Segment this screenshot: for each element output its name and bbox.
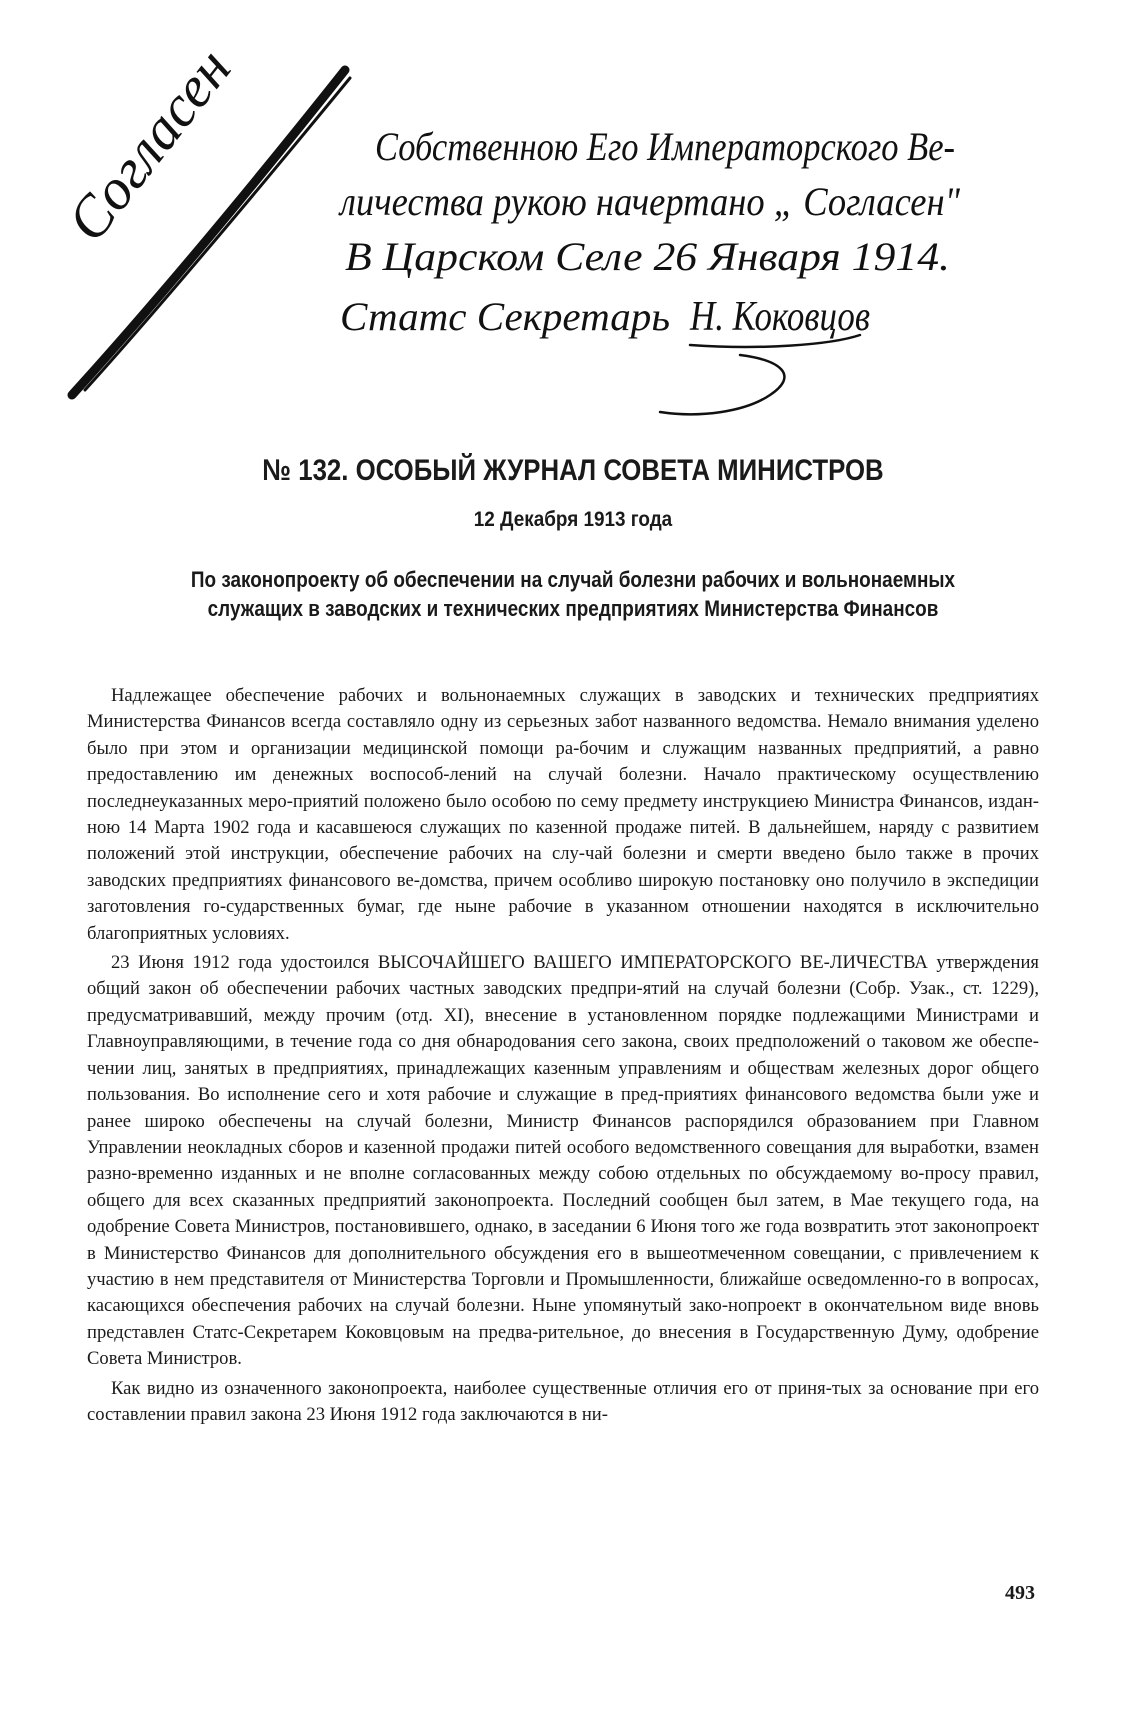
page-number: 493 — [1005, 1582, 1035, 1604]
document-body — [87, 683, 1039, 1431]
document-date: 12 Декабря 1913 года — [473, 508, 673, 531]
body-paragraph-2: 23 Июня 1912 года удостоился ВЫСОЧАЙШЕГО ВАШЕГО ИМПЕРАТОРСКОГО ВЕ-ЛИЧЕСТВА утверждения общий закон об обеспечении рабочих частных заводских предпри-ятий на случай болезни (Собр. Узак., ст. 1229), предусматривавший, между прочим (отд. XI), внесение в установленном порядке подлежащими Министрами и Главноуправляющими, в течение года со дня обнародования сего закона, своих предположений о таковом же обеспе-чении лиц, занятых в предприятиях, принадлежащих казенным управлениям и обществам железных дорог общего пользования. Во исполнение сего и хотя рабочие и служащие в пред-приятиях финансового ведомства были уже и ранее широко обеспечены на случай болезни, Министр Финансов распорядился образованием при Главном Управлении неокладных сборов и казенной продажи питей особого ведомственного совещания для выработки, взамен разно-временно изданных и не вполне согласованных между собою отдельных по обсуждаемому во-просу правил, общего для всех сказанных предприятий законопроекта. Последний сообщен был затем, в Мае текущего года, на одобрение Совета Министров, постановившего, однако, в заседании 6 Июня того же года возвратить этот законопроект в Министерство Финансов для дополнительного обсуждения его в вышеотмеченном совещании, с привлечением к участию в нем представителя от Министерства Торговли и Промышленности, ближайше осведомленно-го в вопросах, касающихся обеспечения рабочих на случай болезни. Ныне упомянутый зако-нопроект в окончательном виде вновь представлен Статс-Секретарем Коковцовым на предва-рительное, до внесения в Государственную Думу, одобрение Совета Министров. — [87, 952, 1039, 1370]
resolution-line-4: Статс Секретарь — [340, 294, 670, 339]
resolution-line-3: В Царском Селе 26 Января 1914. — [345, 234, 950, 279]
handwriting-drawing — [0, 0, 1146, 440]
document-header — [0, 453, 1146, 623]
body-paragraph-3: Как видно из означенного законопроекта, наиболее существенные отличия его от приня-тых за основание при его составлении правил закона 23 Июня 1912 года заключаются в ни- — [87, 1377, 1039, 1425]
subject-line-1: По законопроекту об обеспечении на случай болезни рабочих и вольнонаемных — [190, 567, 956, 592]
resolution-line-2: личества рукою начертано „ Согласен" — [338, 179, 961, 224]
resolution-line-1: Собственною Его Императорского Ве- — [375, 124, 955, 169]
signature: Н. Коковцов — [689, 294, 870, 340]
margin-note-word: Согласен — [54, 36, 244, 254]
document-subject — [80, 565, 1066, 623]
handwritten-resolution — [0, 0, 1146, 440]
subject-line-2: служащих в заводских и технических предприятиях Министерства Финансов — [207, 596, 939, 621]
body-paragraph-1: Надлежащее обеспечение рабочих и вольнонаемных служащих в заводских и технических предприятиях Министерства Финансов всегда составляло одну из серьезных забот названного ведомства. Немало внимания уделено было при этом и организации медицинской помощи ра-бочим и служащим названных предприятий, а равно предоставлению им денежных воспособ-лений на случай болезни. Начало практическому осуществлению последнеуказанных меро-приятий положено было особою по сему предмету инструкциею Министра Финансов, издан-ною 14 Марта 1902 года и касавшеюся служащих по казенной продаже питей. В дальнейшем, наряду с развитием положений этой инструкции, обеспечение рабочих на слу-чай болезни и смерти введено было также в прочих заводских предприятиях финансового ве-домства, причем особливо широкую постановку оно получило в экспедиции заготовления го-сударственных бумаг, где ныне рабочие в указанном отношении находятся в исключительно благоприятных условиях. — [87, 685, 1039, 944]
signature-flourish — [660, 335, 860, 414]
document-title: № 132. ОСОБЫЙ ЖУРНАЛ СОВЕТА МИНИСТРОВ — [262, 454, 884, 487]
